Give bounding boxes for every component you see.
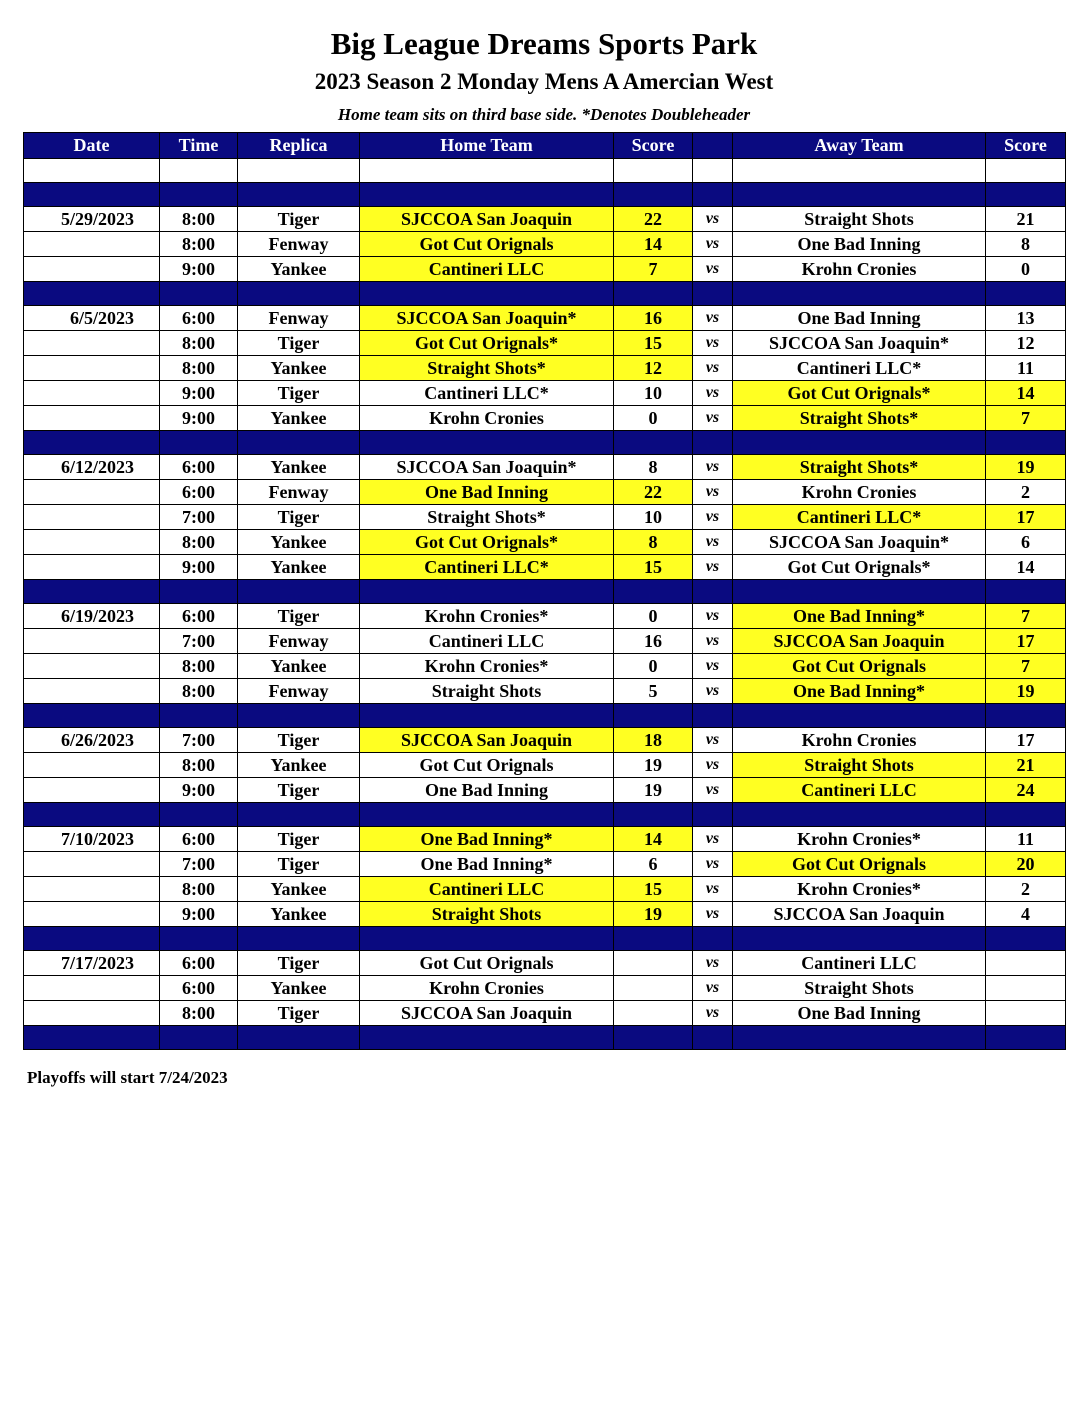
game-row (24, 976, 1066, 1001)
game-replica: Tiger (238, 827, 360, 852)
home-score: 19 (614, 778, 693, 803)
separator-row (24, 927, 1066, 951)
home-score: 22 (614, 207, 693, 232)
game-date (24, 877, 160, 902)
game-time: 8:00 (160, 530, 238, 555)
game-time: 8:00 (160, 654, 238, 679)
separator-row (24, 803, 1066, 827)
home-score: 18 (614, 728, 693, 753)
away-team: Straight Shots (733, 976, 986, 1001)
home-team: Cantineri LLC (360, 629, 614, 654)
game-row (24, 852, 1066, 877)
home-score: 6 (614, 852, 693, 877)
away-score (986, 1001, 1066, 1026)
game-date (24, 753, 160, 778)
vs-label: vs (693, 331, 733, 356)
game-date (24, 976, 160, 1001)
game-replica: Yankee (238, 455, 360, 480)
game-row (24, 381, 1066, 406)
game-date (24, 902, 160, 927)
vs-label: vs (693, 455, 733, 480)
game-replica: Yankee (238, 356, 360, 381)
away-team: Krohn Cronies* (733, 827, 986, 852)
home-team: Krohn Cronies* (360, 604, 614, 629)
game-date (24, 778, 160, 803)
table-header-row (24, 133, 1066, 159)
home-team: SJCCOA San Joaquin (360, 207, 614, 232)
home-team: One Bad Inning* (360, 827, 614, 852)
game-time: 8:00 (160, 356, 238, 381)
separator-row (24, 704, 1066, 728)
away-team: Got Cut Orignals* (733, 381, 986, 406)
game-replica: Yankee (238, 406, 360, 431)
game-row (24, 257, 1066, 282)
game-time: 6:00 (160, 455, 238, 480)
game-time: 8:00 (160, 331, 238, 356)
game-row (24, 555, 1066, 580)
game-time: 6:00 (160, 951, 238, 976)
home-score: 10 (614, 381, 693, 406)
playoffs-note: Playoffs will start 7/24/2023 (27, 1068, 228, 1087)
game-time: 9:00 (160, 406, 238, 431)
away-team: One Bad Inning* (733, 604, 986, 629)
col-header-replica: Replica (238, 133, 360, 159)
game-row (24, 778, 1066, 803)
game-replica: Fenway (238, 480, 360, 505)
game-date (24, 406, 160, 431)
home-team: SJCCOA San Joaquin* (360, 455, 614, 480)
home-score (614, 951, 693, 976)
vs-label: vs (693, 406, 733, 431)
home-team: One Bad Inning (360, 778, 614, 803)
game-date (24, 654, 160, 679)
game-row (24, 356, 1066, 381)
away-team: One Bad Inning (733, 1001, 986, 1026)
home-team: One Bad Inning (360, 480, 614, 505)
game-time: 9:00 (160, 555, 238, 580)
game-time: 6:00 (160, 480, 238, 505)
vs-label: vs (693, 877, 733, 902)
away-score: 2 (986, 877, 1066, 902)
vs-label: vs (693, 505, 733, 530)
home-score: 14 (614, 827, 693, 852)
home-team: Cantineri LLC* (360, 555, 614, 580)
game-replica: Fenway (238, 679, 360, 704)
vs-label: vs (693, 951, 733, 976)
game-row (24, 306, 1066, 331)
home-score (614, 976, 693, 1001)
game-date (24, 1001, 160, 1026)
game-row (24, 1001, 1066, 1026)
away-team: Krohn Cronies (733, 728, 986, 753)
game-time: 6:00 (160, 976, 238, 1001)
away-score: 7 (986, 604, 1066, 629)
away-score: 14 (986, 381, 1066, 406)
game-time: 8:00 (160, 207, 238, 232)
game-time: 7:00 (160, 852, 238, 877)
away-score: 8 (986, 232, 1066, 257)
game-row (24, 604, 1066, 629)
game-time: 7:00 (160, 629, 238, 654)
game-row (24, 207, 1066, 232)
away-score: 24 (986, 778, 1066, 803)
vs-label: vs (693, 753, 733, 778)
game-row (24, 232, 1066, 257)
game-row (24, 654, 1066, 679)
game-replica: Tiger (238, 505, 360, 530)
away-score: 11 (986, 356, 1066, 381)
game-time: 9:00 (160, 381, 238, 406)
game-replica: Yankee (238, 530, 360, 555)
game-date (24, 257, 160, 282)
away-score: 19 (986, 679, 1066, 704)
blank-row (24, 159, 1066, 183)
separator-row (24, 183, 1066, 207)
game-replica: Yankee (238, 753, 360, 778)
game-row (24, 505, 1066, 530)
home-team: Got Cut Orignals* (360, 331, 614, 356)
away-team: Cantineri LLC (733, 951, 986, 976)
home-team: Krohn Cronies (360, 976, 614, 1001)
vs-label: vs (693, 381, 733, 406)
game-date (24, 505, 160, 530)
vs-label: vs (693, 306, 733, 331)
game-time: 8:00 (160, 679, 238, 704)
home-team: Got Cut Orignals (360, 232, 614, 257)
away-team: Krohn Cronies (733, 257, 986, 282)
away-score: 21 (986, 207, 1066, 232)
away-score: 2 (986, 480, 1066, 505)
game-row (24, 902, 1066, 927)
home-team: Got Cut Orignals* (360, 530, 614, 555)
game-replica: Tiger (238, 331, 360, 356)
game-replica: Tiger (238, 852, 360, 877)
away-team: Cantineri LLC* (733, 356, 986, 381)
away-score: 0 (986, 257, 1066, 282)
game-time: 7:00 (160, 505, 238, 530)
game-date (24, 530, 160, 555)
away-team: Straight Shots* (733, 455, 986, 480)
game-date: 5/29/2023 (24, 207, 160, 232)
away-team: Krohn Cronies* (733, 877, 986, 902)
vs-label: vs (693, 555, 733, 580)
col-header-away-team: Away Team (733, 133, 986, 159)
game-replica: Tiger (238, 604, 360, 629)
home-team: Got Cut Orignals (360, 753, 614, 778)
vs-label: vs (693, 480, 733, 505)
away-score: 21 (986, 753, 1066, 778)
away-score: 7 (986, 654, 1066, 679)
away-team: One Bad Inning* (733, 679, 986, 704)
game-replica: Fenway (238, 306, 360, 331)
game-date (24, 852, 160, 877)
away-score: 17 (986, 728, 1066, 753)
away-team: Got Cut Orignals (733, 852, 986, 877)
game-row (24, 331, 1066, 356)
game-replica: Tiger (238, 1001, 360, 1026)
col-header-home-team: Home Team (360, 133, 614, 159)
col-header-time: Time (160, 133, 238, 159)
away-score: 11 (986, 827, 1066, 852)
home-team: Krohn Cronies (360, 406, 614, 431)
vs-label: vs (693, 976, 733, 1001)
away-score: 14 (986, 555, 1066, 580)
game-replica: Yankee (238, 877, 360, 902)
home-score: 14 (614, 232, 693, 257)
game-row (24, 406, 1066, 431)
vs-label: vs (693, 827, 733, 852)
vs-label: vs (693, 530, 733, 555)
game-row (24, 951, 1066, 976)
home-score: 16 (614, 629, 693, 654)
away-score: 7 (986, 406, 1066, 431)
game-replica: Tiger (238, 381, 360, 406)
vs-label: vs (693, 629, 733, 654)
game-row (24, 629, 1066, 654)
home-team: SJCCOA San Joaquin (360, 1001, 614, 1026)
game-date: 7/10/2023 (24, 827, 160, 852)
game-time: 8:00 (160, 877, 238, 902)
game-time: 8:00 (160, 753, 238, 778)
vs-label: vs (693, 679, 733, 704)
away-score: 20 (986, 852, 1066, 877)
away-score (986, 951, 1066, 976)
away-score: 17 (986, 505, 1066, 530)
home-score: 15 (614, 331, 693, 356)
away-team: SJCCOA San Joaquin (733, 902, 986, 927)
home-score: 16 (614, 306, 693, 331)
game-date: 7/17/2023 (24, 951, 160, 976)
game-date (24, 679, 160, 704)
game-row (24, 679, 1066, 704)
away-team: One Bad Inning (733, 232, 986, 257)
game-date: 6/26/2023 (24, 728, 160, 753)
game-date (24, 480, 160, 505)
away-score: 4 (986, 902, 1066, 927)
home-team: Cantineri LLC (360, 257, 614, 282)
game-date (24, 232, 160, 257)
game-replica: Fenway (238, 232, 360, 257)
away-score (986, 976, 1066, 1001)
game-date (24, 331, 160, 356)
game-row (24, 728, 1066, 753)
home-score: 15 (614, 555, 693, 580)
away-team: Straight Shots (733, 753, 986, 778)
schedule-table (23, 132, 1066, 1050)
game-time: 6:00 (160, 306, 238, 331)
game-time: 8:00 (160, 1001, 238, 1026)
game-row (24, 480, 1066, 505)
game-replica: Yankee (238, 902, 360, 927)
away-team: Cantineri LLC* (733, 505, 986, 530)
game-replica: Tiger (238, 951, 360, 976)
game-time: 6:00 (160, 827, 238, 852)
game-time: 9:00 (160, 257, 238, 282)
schedule-note: Home team sits on third base side. *Denotes Doubleheader (337, 105, 751, 124)
away-team: Cantineri LLC (733, 778, 986, 803)
game-replica: Tiger (238, 728, 360, 753)
away-team: SJCCOA San Joaquin* (733, 530, 986, 555)
home-score: 0 (614, 654, 693, 679)
separator-row (24, 282, 1066, 306)
game-row (24, 530, 1066, 555)
separator-row (24, 1026, 1066, 1050)
home-team: Straight Shots* (360, 505, 614, 530)
away-score: 13 (986, 306, 1066, 331)
col-header-away-score: Score (986, 133, 1066, 159)
home-team: Straight Shots (360, 679, 614, 704)
game-row (24, 455, 1066, 480)
home-team: Straight Shots (360, 902, 614, 927)
vs-label: vs (693, 604, 733, 629)
game-replica: Yankee (238, 976, 360, 1001)
away-score: 6 (986, 530, 1066, 555)
home-score: 10 (614, 505, 693, 530)
vs-label: vs (693, 257, 733, 282)
game-date (24, 629, 160, 654)
home-score: 8 (614, 530, 693, 555)
away-team: Got Cut Orignals (733, 654, 986, 679)
vs-label: vs (693, 207, 733, 232)
game-time: 9:00 (160, 902, 238, 927)
game-time: 7:00 (160, 728, 238, 753)
separator-row (24, 580, 1066, 604)
game-date: 6/12/2023 (24, 455, 160, 480)
away-team: Straight Shots* (733, 406, 986, 431)
home-score: 8 (614, 455, 693, 480)
home-team: Krohn Cronies* (360, 654, 614, 679)
schedule-body (24, 159, 1066, 1050)
away-score: 19 (986, 455, 1066, 480)
game-replica: Yankee (238, 257, 360, 282)
away-team: Got Cut Orignals* (733, 555, 986, 580)
home-score: 19 (614, 902, 693, 927)
home-score: 5 (614, 679, 693, 704)
separator-row (24, 431, 1066, 455)
home-score: 22 (614, 480, 693, 505)
col-header-vs (693, 133, 733, 159)
game-row (24, 877, 1066, 902)
vs-label: vs (693, 1001, 733, 1026)
away-team: SJCCOA San Joaquin (733, 629, 986, 654)
game-replica: Yankee (238, 654, 360, 679)
game-date: 6/5/2023 (24, 306, 160, 331)
vs-label: vs (693, 852, 733, 877)
home-score: 0 (614, 604, 693, 629)
vs-label: vs (693, 654, 733, 679)
home-score: 19 (614, 753, 693, 778)
home-score: 7 (614, 257, 693, 282)
vs-label: vs (693, 232, 733, 257)
game-replica: Tiger (238, 207, 360, 232)
vs-label: vs (693, 778, 733, 803)
col-header-date: Date (24, 133, 160, 159)
home-score (614, 1001, 693, 1026)
home-team: Got Cut Orignals (360, 951, 614, 976)
col-header-home-score: Score (614, 133, 693, 159)
game-replica: Fenway (238, 629, 360, 654)
page-subtitle: 2023 Season 2 Monday Mens A Amercian West (314, 69, 774, 94)
away-score: 17 (986, 629, 1066, 654)
game-replica: Yankee (238, 555, 360, 580)
game-row (24, 827, 1066, 852)
away-score: 12 (986, 331, 1066, 356)
game-date (24, 356, 160, 381)
game-replica: Tiger (238, 778, 360, 803)
home-score: 12 (614, 356, 693, 381)
away-team: Krohn Cronies (733, 480, 986, 505)
game-date (24, 381, 160, 406)
game-time: 6:00 (160, 604, 238, 629)
home-score: 15 (614, 877, 693, 902)
home-team: Cantineri LLC* (360, 381, 614, 406)
vs-label: vs (693, 728, 733, 753)
home-team: SJCCOA San Joaquin (360, 728, 614, 753)
vs-label: vs (693, 356, 733, 381)
home-team: One Bad Inning* (360, 852, 614, 877)
vs-label: vs (693, 902, 733, 927)
game-date (24, 555, 160, 580)
home-score: 0 (614, 406, 693, 431)
game-row (24, 753, 1066, 778)
home-team: Straight Shots* (360, 356, 614, 381)
game-time: 8:00 (160, 232, 238, 257)
game-time: 9:00 (160, 778, 238, 803)
page-title: Big League Dreams Sports Park (330, 26, 758, 61)
game-date: 6/19/2023 (24, 604, 160, 629)
away-team: SJCCOA San Joaquin* (733, 331, 986, 356)
away-team: Straight Shots (733, 207, 986, 232)
home-team: Cantineri LLC (360, 877, 614, 902)
home-team: SJCCOA San Joaquin* (360, 306, 614, 331)
away-team: One Bad Inning (733, 306, 986, 331)
